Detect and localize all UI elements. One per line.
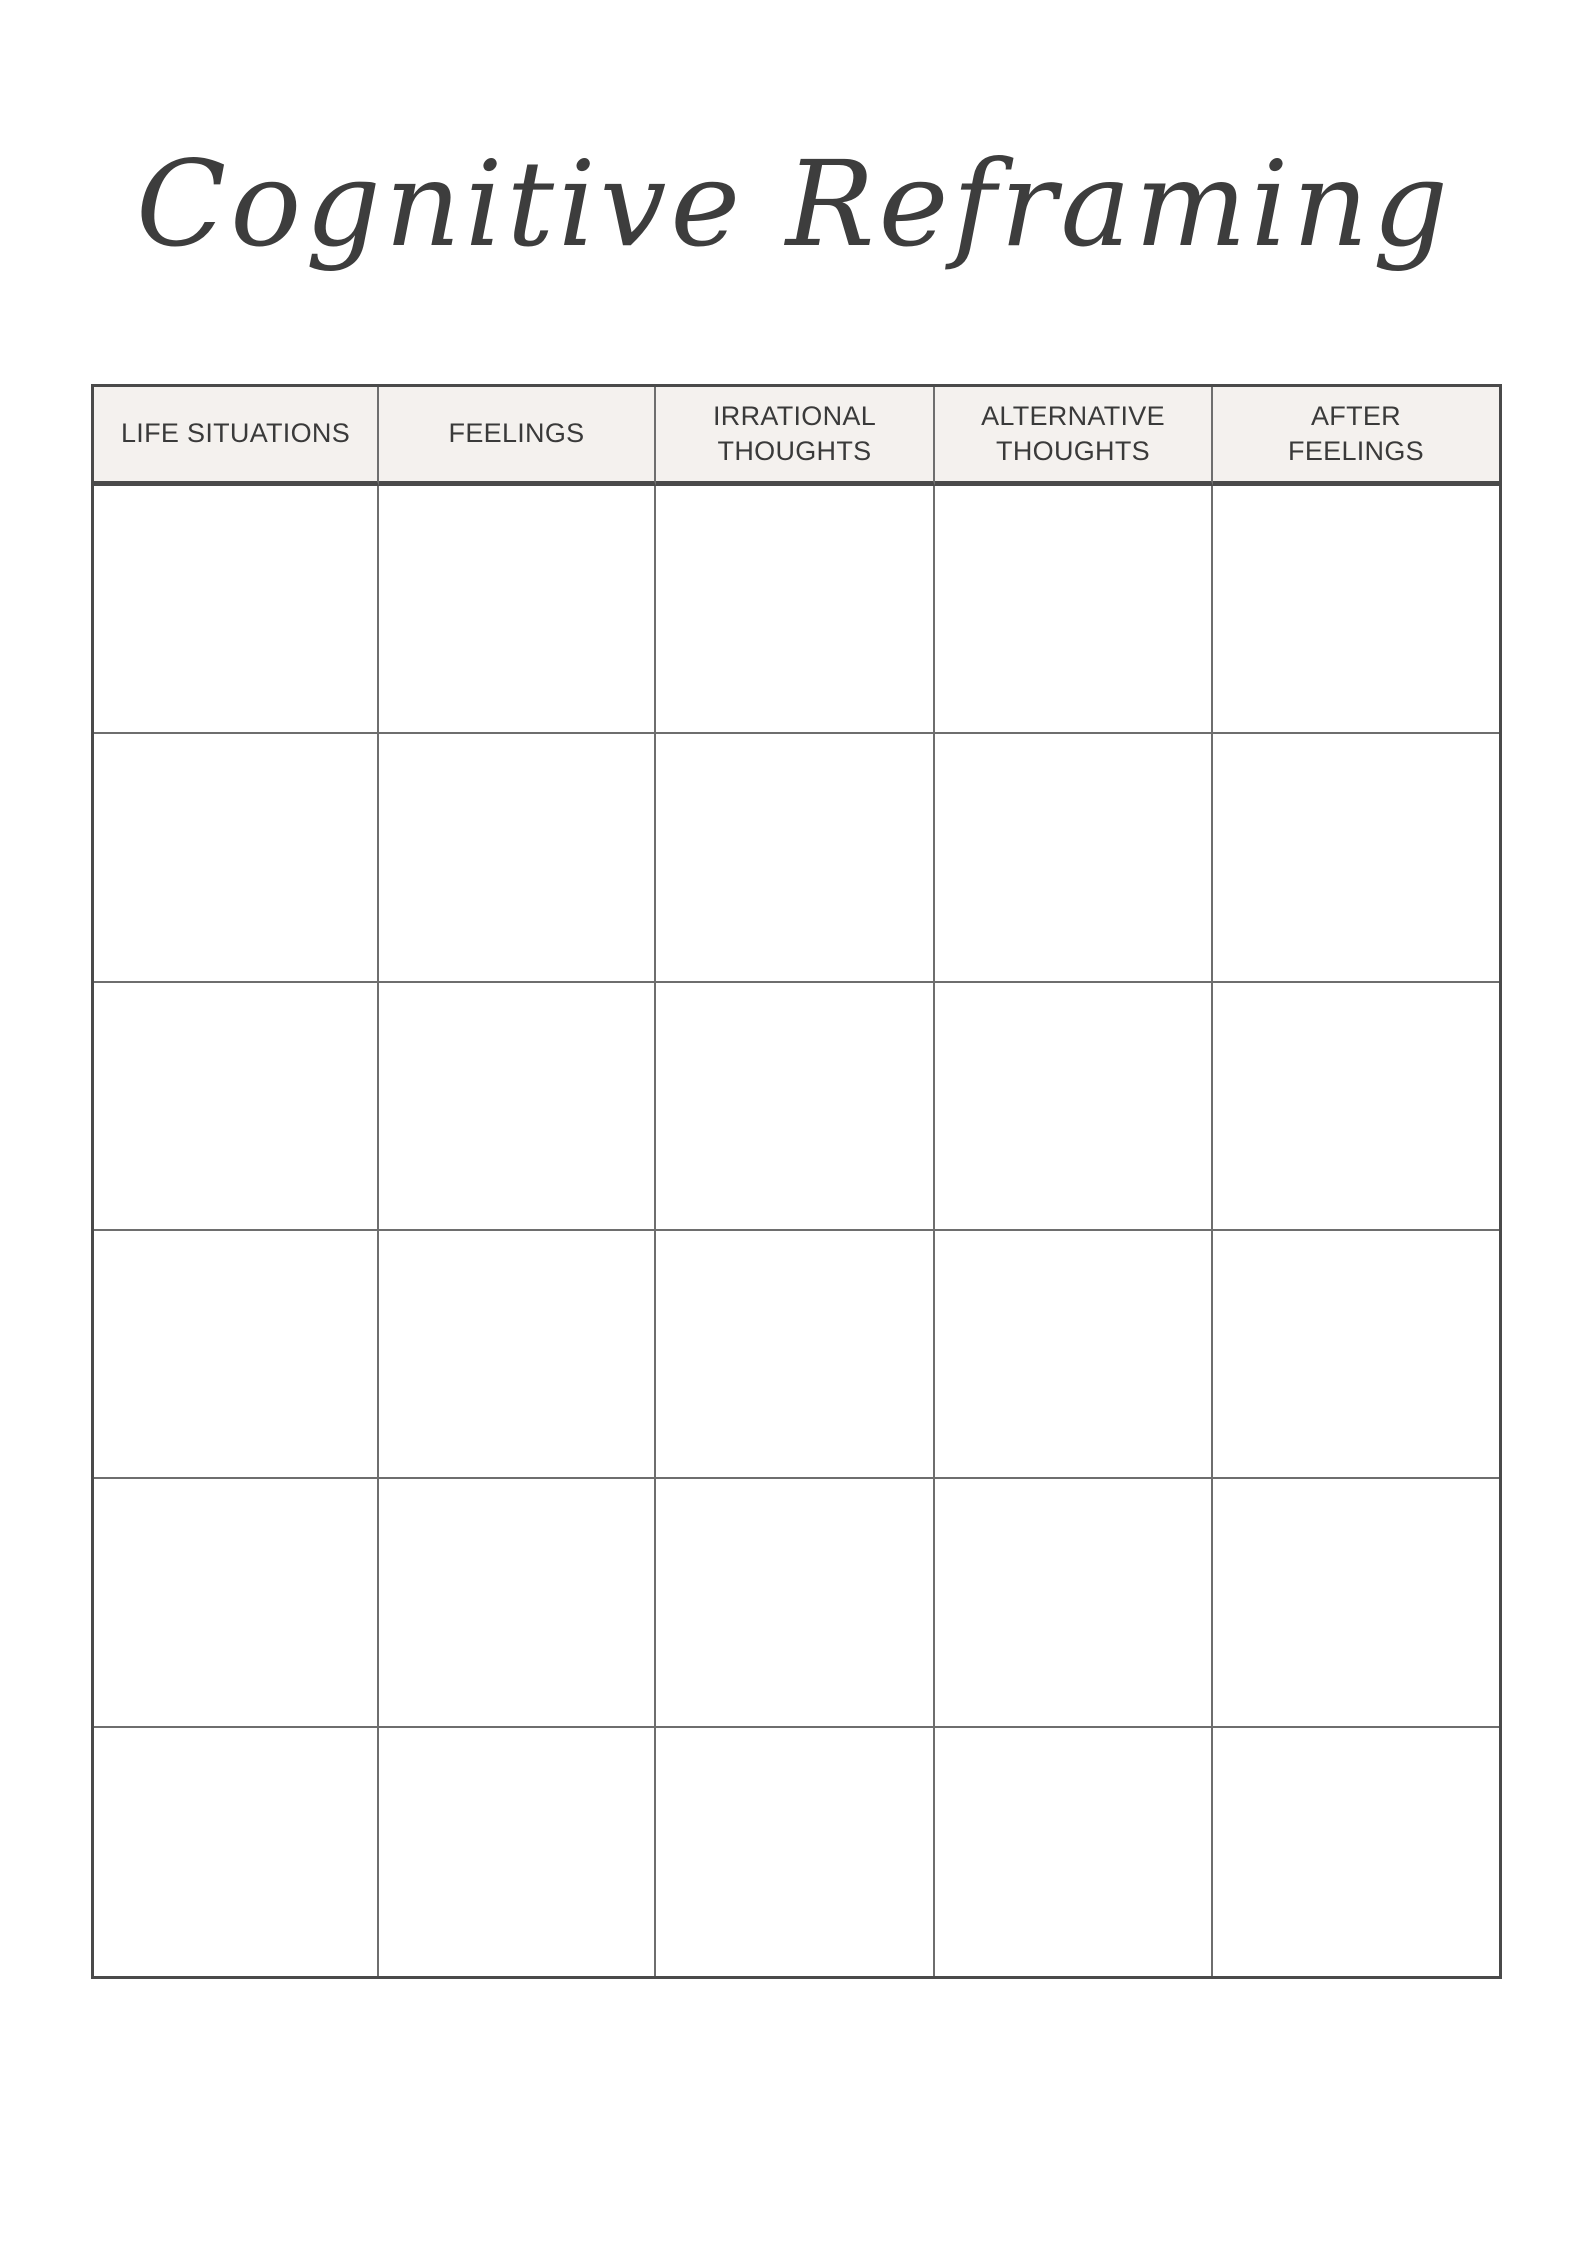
table-cell-after-feelings[interactable]: [1213, 734, 1499, 982]
table-cell-alternative-thoughts[interactable]: [935, 1728, 1213, 1976]
table-cell-after-feelings[interactable]: [1213, 1231, 1499, 1479]
table-cell-life-situations[interactable]: [94, 1231, 379, 1479]
table-cell-irrational-thoughts[interactable]: [656, 1728, 935, 1976]
table-cell-life-situations[interactable]: [94, 486, 379, 734]
header-after-feelings: AFTER FEELINGS: [1213, 387, 1499, 486]
header-life-situations: LIFE SITUATIONS: [94, 387, 379, 486]
table-cell-after-feelings[interactable]: [1213, 983, 1499, 1231]
table-cell-irrational-thoughts[interactable]: [656, 1231, 935, 1479]
page-title: Cognitive Reframing: [135, 135, 1453, 273]
table-cell-feelings[interactable]: [379, 1728, 656, 1976]
header-feelings: FEELINGS: [379, 387, 656, 486]
table-cell-feelings[interactable]: [379, 1479, 656, 1727]
table-cell-life-situations[interactable]: [94, 983, 379, 1231]
table-cell-irrational-thoughts[interactable]: [656, 486, 935, 734]
reframing-table: [91, 384, 1502, 1979]
table-cell-after-feelings[interactable]: [1213, 486, 1499, 734]
table-cell-life-situations[interactable]: [94, 734, 379, 982]
table-cell-feelings[interactable]: [379, 486, 656, 734]
table-cell-life-situations[interactable]: [94, 1479, 379, 1727]
table-cell-after-feelings[interactable]: [1213, 1728, 1499, 1976]
table-cell-alternative-thoughts[interactable]: [935, 1231, 1213, 1479]
table-cell-irrational-thoughts[interactable]: [656, 734, 935, 982]
header-irrational-thoughts: IRRATIONAL THOUGHTS: [656, 387, 935, 486]
table-cell-alternative-thoughts[interactable]: [935, 1479, 1213, 1727]
table-cell-after-feelings[interactable]: [1213, 1479, 1499, 1727]
header-alternative-thoughts: ALTERNATIVE THOUGHTS: [935, 387, 1213, 486]
table-cell-alternative-thoughts[interactable]: [935, 983, 1213, 1231]
table-cell-feelings[interactable]: [379, 983, 656, 1231]
table-cell-feelings[interactable]: [379, 734, 656, 982]
table-cell-irrational-thoughts[interactable]: [656, 983, 935, 1231]
table-cell-alternative-thoughts[interactable]: [935, 734, 1213, 982]
table-cell-alternative-thoughts[interactable]: [935, 486, 1213, 734]
table-cell-life-situations[interactable]: [94, 1728, 379, 1976]
table-cell-irrational-thoughts[interactable]: [656, 1479, 935, 1727]
table-cell-feelings[interactable]: [379, 1231, 656, 1479]
